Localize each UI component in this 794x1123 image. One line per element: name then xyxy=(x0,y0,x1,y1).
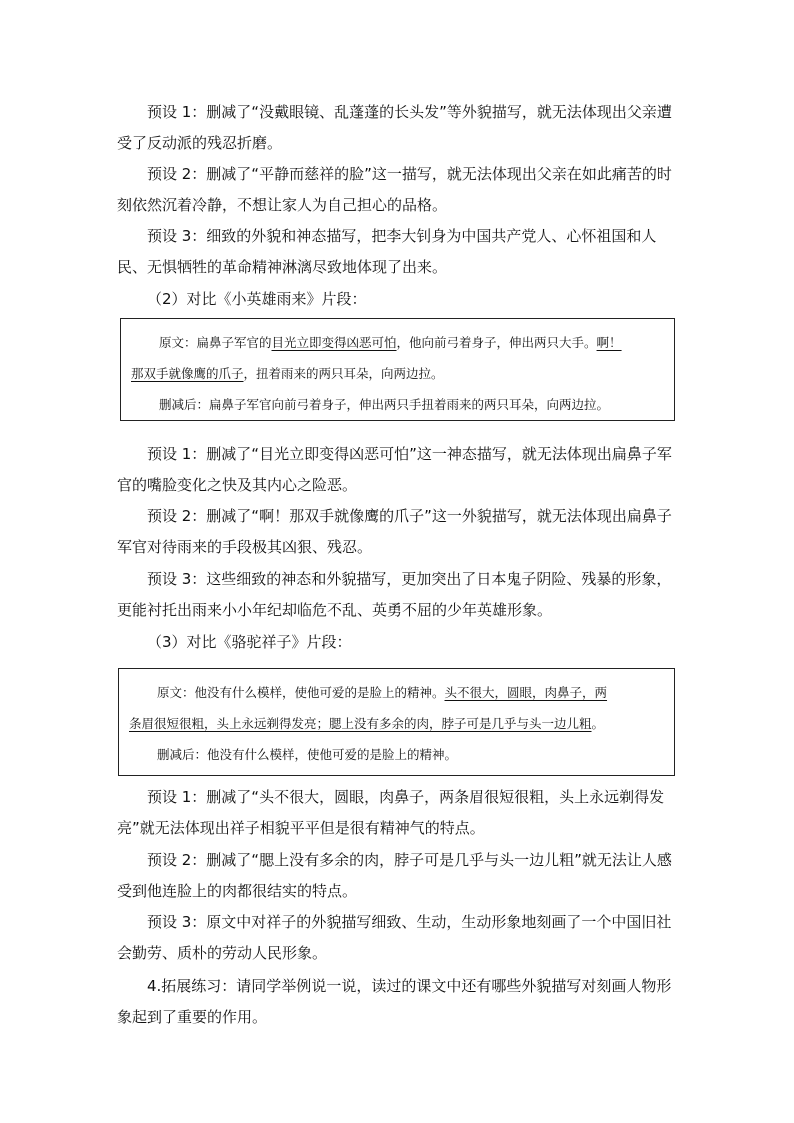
extension-exercise: 4.拓展练习：请同学举例说一说，读过的课文中还有哪些外貌描写对刻画人物形象起到了重要的作用。 xyxy=(117,977,672,1026)
heading-xiaoyingxiong: （2）对比《小英雄雨来》片段： xyxy=(147,290,367,308)
box-line-original-2: 条眉很短很粗，头上永远剃得发亮；腮上没有多余的肉，脖子可是几乎与头一边儿粗。 xyxy=(129,716,605,731)
preset-2-yulai: 预设 2：删减了“啊！那双手就像鹰的爪子”这一外貌描写，就无法体现出扁鼻子军官对待雨来的手段极其凶狠、残忍。 xyxy=(117,507,672,556)
comparison-box-yulai xyxy=(120,318,675,421)
preset-3-xiangzi: 预设 3：原文中对祥子的外貌描写细致、生动，生动形象地刻画了一个中国旧社会勤劳、质朴的劳动人民形象。 xyxy=(117,913,672,962)
box-line-original-2: 那双手就像鹰的爪子，扭着雨来的两只耳朵，向两边拉。 xyxy=(131,366,444,381)
preset-1-xiangzi: 预设 1：删减了“头不很大，圆眼，肉鼻子，两条眉很短很粗，头上永远剃得发亮”就无法体现出祥子相貌平平但是很有精神气的特点。 xyxy=(117,788,665,837)
box-line-deleted: 删减后：扁鼻子军官向前弓着身子，伸出两只手扭着雨来的两只耳朵，向两边拉。 xyxy=(159,397,610,412)
preset-2-xiangzi: 预设 2：删减了“腮上没有多余的肉，脖子可是几乎与头一边儿粗”就无法让人感受到他连脸上的肉都很结实的特点。 xyxy=(117,851,672,900)
box-line-original-1: 原文：他没有什么模样，使他可爱的是脸上的精神。头不很大，圆眼，肉鼻子，两 xyxy=(157,685,608,700)
preset-2-father: 预设 2：删减了“平静而慈祥的脸”这一描写，就无法体现出父亲在如此痛苦的时刻依然沉着冷静，不想让家人为自己担心的品格。 xyxy=(117,165,672,214)
preset-1-father: 预设 1：删减了“没戴眼镜、乱蓬蓬的长头发”等外貌描写，就无法体现出父亲遭受了反动派的残忍折磨。 xyxy=(117,103,672,152)
box-line-deleted: 删减后：他没有什么模样，使他可爱的是脸上的精神。 xyxy=(157,747,458,762)
box-line-original-1: 原文：扁鼻子军官的目光立即变得凶恶可怕，他向前弓着身子，伸出两只大手。啊！ xyxy=(159,335,622,350)
comparison-box-xiangzi xyxy=(118,668,675,776)
preset-1-yulai: 预设 1：删减了“目光立即变得凶恶可怕”这一神态描写，就无法体现出扁鼻子军官的嘴脸变化之快及其内心之险恶。 xyxy=(117,445,672,494)
heading-luotuoxiangzi: （3）对比《骆驼祥子》片段： xyxy=(147,633,352,651)
preset-3-yulai: 预设 3：这些细致的神态和外貌描写，更加突出了日本鬼子阴险、残暴的形象，更能衬托出雨来小小年纪却临危不乱、英勇不屈的少年英雄形象。 xyxy=(117,570,672,619)
preset-3-father: 预设 3：细致的外貌和神态描写，把李大钊身为中国共产党人、心怀祖国和人民、无惧牺牲的革命精神淋漓尽致地体现了出来。 xyxy=(117,227,657,276)
